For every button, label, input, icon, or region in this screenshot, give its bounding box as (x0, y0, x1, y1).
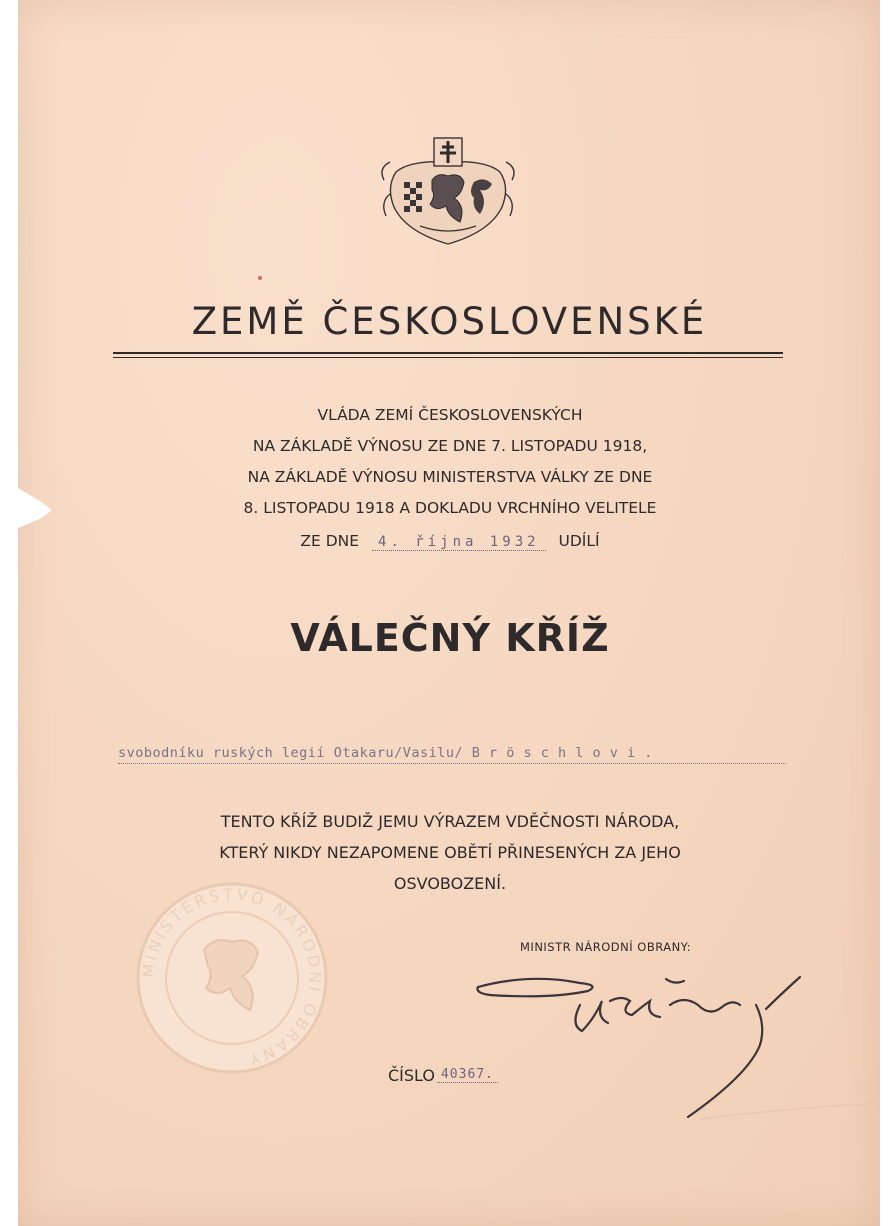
seal-text: MINISTERSTVO NÁRODNÍ OBRANY (138, 884, 326, 1070)
intro-paragraph (180, 400, 720, 524)
number-label: ČÍSLO (388, 1066, 435, 1085)
date-prefix: ZE DNE (300, 532, 360, 550)
paper-crease (700, 1095, 880, 1125)
gratitude-line: KTERÝ NIKDY NEZAPOMENE OBĚTÍ PŘINESENÝCH ZA JEHO (219, 843, 681, 862)
certificate-number (388, 1066, 498, 1086)
gratitude-line: TENTO KŘÍŽ BUDIŽ JEMU VÝRAZEM VDĚČNOSTI NÁRODA, (220, 812, 680, 831)
intro-line: NA ZÁKLADĚ VÝNOSU ZE DNE 7. LISTOPADU 1918, (252, 437, 648, 455)
ink-speck (258, 276, 262, 280)
title-rule-thick (113, 352, 783, 354)
embossed-seal-icon (134, 880, 330, 1076)
minister-label: MINISTR NÁRODNÍ OBRANY: (520, 940, 692, 954)
award-date-line (180, 532, 720, 551)
recipient-name: svobodníku ruských legií Otakaru/Vasilu/ B r ö s c h l o v i . (118, 745, 786, 764)
gratitude-line: OSVOBOZENÍ. (393, 874, 507, 893)
intro-line: NA ZÁKLADĚ VÝNOSU MINISTERSTVA VÁLKY ZE DNE (247, 468, 653, 486)
document-title: ZEMĚ ČESKOSLOVENSKÉ (191, 300, 708, 343)
intro-line: 8. LISTOPADU 1918 A DOKLADU VRCHNÍHO VELITELE (243, 499, 657, 517)
coat-of-arms-icon (376, 132, 520, 248)
award-date: 4. října 1932 (372, 534, 546, 551)
date-suffix: UDÍLÍ (558, 532, 600, 550)
intro-line: VLÁDA ZEMÍ ČESKOSLOVENSKÝCH (317, 406, 583, 424)
award-name: VÁLEČNÝ KŘÍŽ (290, 616, 610, 660)
number-value: 40367. (437, 1067, 498, 1083)
title-rule-thin (113, 357, 783, 358)
